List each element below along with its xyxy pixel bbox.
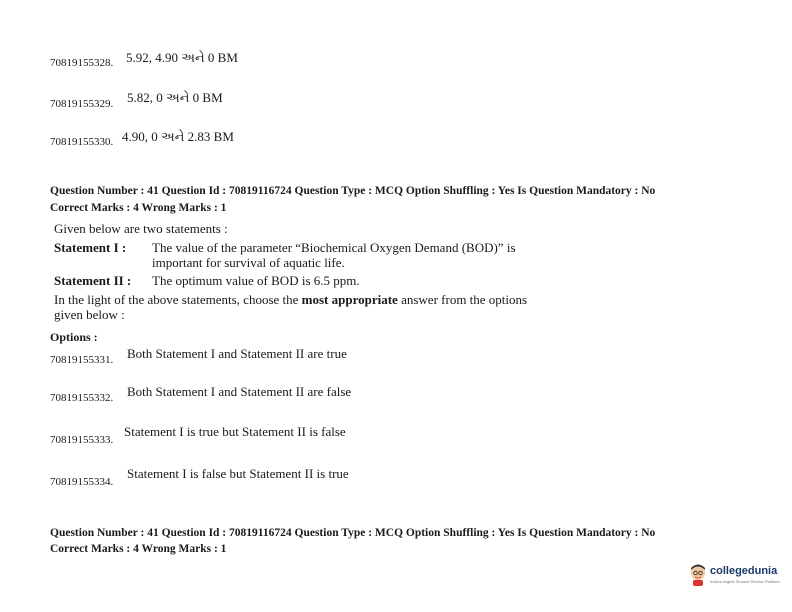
marks-meta: Correct Marks : 4 Wrong Marks : 1 [50, 543, 227, 555]
option-text: Both Statement I and Statement II are true [127, 346, 347, 361]
question-meta: Question Number : 41 Question Id : 70819116724 Question Type : MCQ Option Shuffling : Yes Is Question Mandatory : No [50, 185, 656, 197]
option-text: 4.90, 0 અને 2.83 BM [122, 129, 234, 144]
question-intro: Given below are two statements : [54, 221, 228, 236]
statement1-label: Statement I : [54, 240, 127, 255]
options-label: Options : [50, 330, 98, 344]
instruction-cont: given below : [54, 307, 125, 322]
instruction-emphasis: most appropriate [301, 292, 398, 307]
option-text: Statement I is true but Statement II is false [124, 424, 346, 439]
statement2-text: The optimum value of BOD is 6.5 ppm. [152, 273, 360, 288]
statement1-text-cont: important for survival of aquatic life. [152, 255, 345, 270]
option-text: 5.92, 4.90 અને 0 BM [126, 50, 238, 65]
statement1-text: The value of the parameter “Biochemical Oxygen Demand (BOD)” is [152, 240, 516, 255]
brand-name: collegedunia [710, 565, 778, 577]
brand-tagline: India's largest Student Review Platform [710, 579, 780, 584]
option-text: 5.82, 0 અને 0 BM [127, 90, 223, 105]
question-meta: Question Number : 41 Question Id : 70819116724 Question Type : MCQ Option Shuffling : Yes Is Question Mandatory : No [50, 527, 656, 539]
option-text: Both Statement I and Statement II are false [127, 384, 352, 399]
option-id: 70819155333. [50, 434, 114, 446]
marks-meta: Correct Marks : 4 Wrong Marks : 1 [50, 202, 227, 214]
instruction-post: answer from the options [397, 292, 528, 307]
option-id: 70819155330. [50, 136, 114, 148]
collegedunia-logo [688, 563, 788, 589]
mascot-icon [688, 563, 708, 587]
instruction [54, 292, 527, 308]
option-id: 70819155329. [50, 98, 114, 110]
option-id: 70819155328. [50, 57, 114, 69]
option-text: Statement I is false but Statement II is true [127, 466, 349, 481]
statement2-label: Statement II : [54, 273, 132, 288]
option-id: 70819155331. [50, 354, 114, 366]
instruction-pre: In the light of the above statements, choose the [54, 292, 302, 307]
option-id: 70819155332. [50, 392, 114, 404]
option-id: 70819155334. [50, 476, 114, 488]
